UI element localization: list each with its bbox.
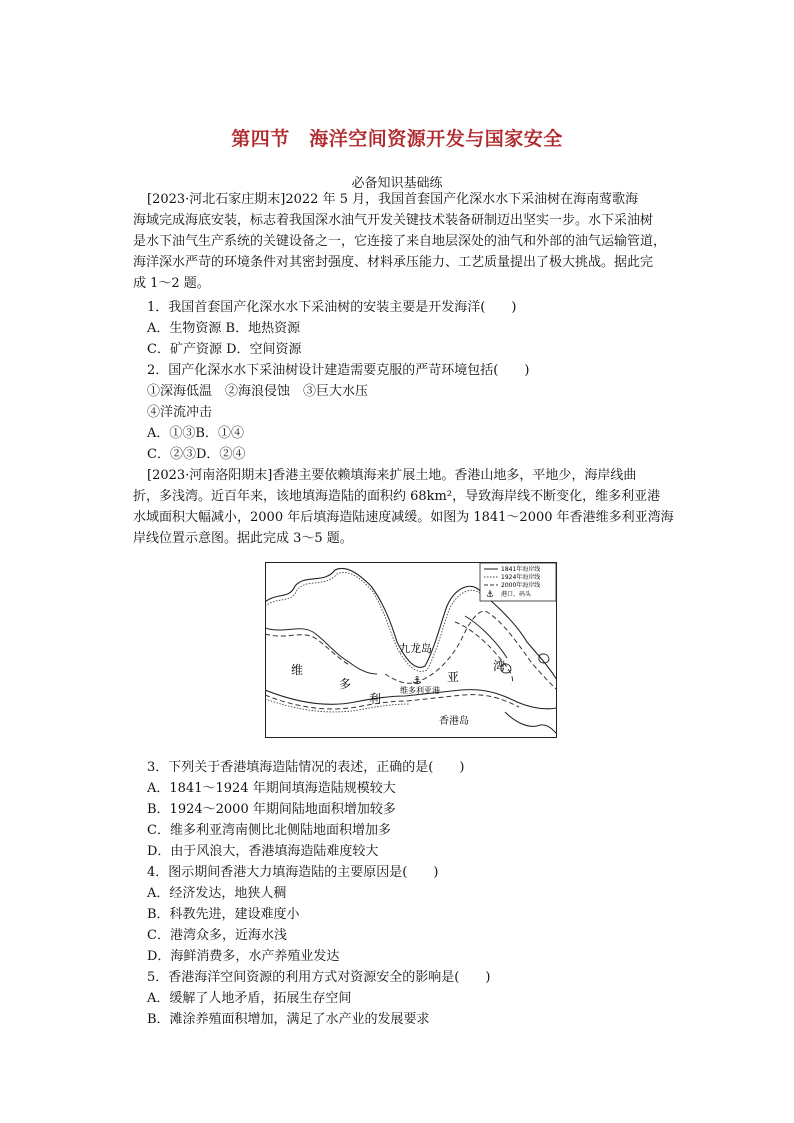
question-4 xyxy=(147,862,667,967)
passage-2-line: 岸线位置示意图。据此完成 3～5 题。 xyxy=(133,531,353,546)
passage-1 xyxy=(133,189,667,294)
question-4-option-b: B．科教先进，建设难度小 xyxy=(147,907,300,922)
label-li: 利 xyxy=(369,692,382,706)
label-hong-kong-island: 香港岛 xyxy=(439,716,469,727)
question-3 xyxy=(147,757,667,862)
passage-2-line: 折，多浅湾。近百年来，该地填海造陆的面积约 68km²，导致海岸线不断变化，维多利亚港 xyxy=(133,489,661,504)
section-subtitle: 必备知识基础练 xyxy=(351,176,443,191)
label-kowloon: 九龙岛 xyxy=(399,642,432,655)
passage-1-line: 海洋深水严苛的环境条件对其密封强度、材料承压能力、工艺质量提出了极大挑战。据此完 xyxy=(133,255,654,270)
question-2-options: C．②③D．②④ xyxy=(147,447,246,462)
question-5-option-a: A．缓解了人地矛盾，拓展生存空间 xyxy=(147,991,352,1006)
passage-1-line: 海域完成海底安装，标志着我国深水油气开发关键技术装备研制迈出坚实一步。水下采油树 xyxy=(133,213,654,228)
question-2 xyxy=(147,360,667,465)
passage-1-line: 成 1～2 题。 xyxy=(133,276,210,291)
passage-2-line: 水域面积大幅减小，2000 年后填海造陆速度减缓。如图为 1841～2000 年香港维多利亚湾海 xyxy=(133,510,674,525)
question-4-option-c: C．港湾众多，近海水浅 xyxy=(147,928,287,943)
question-4-option-a: A．经济发达，地狭人稠 xyxy=(147,886,287,901)
section-title: 第四节 海洋空间资源开发与国家安全 xyxy=(231,128,563,150)
passage-2 xyxy=(133,465,674,549)
question-2-items: ①深海低温 ②海浪侵蚀 ③巨大水压 xyxy=(147,384,369,399)
passage-2-line: [2023·河南洛阳期末]香港主要依赖填海来扩展土地。香港山地多，平地少，海岸线曲 xyxy=(147,468,637,483)
anchor-icon: ⚓ xyxy=(412,674,422,687)
question-1-stem: 1．我国首套国产化深水水下采油树的安装主要是开发海洋( ) xyxy=(147,300,517,315)
label-wan: 湾 xyxy=(493,659,506,673)
label-wei: 维 xyxy=(291,663,304,677)
question-4-stem: 4．图示期间香港大力填海造陆的主要原因是( ) xyxy=(147,865,439,880)
question-2-items: ④洋流冲击 xyxy=(147,405,213,420)
passage-1-line: 是水下油气生产系统的关键设备之一，它连接了来自地层深处的油气和外部的油气运输管道， xyxy=(133,234,667,249)
question-4-option-d: D．海鲜消费多，水产养殖业发达 xyxy=(147,949,340,964)
question-1 xyxy=(147,297,667,360)
question-3-option-b: B．1924～2000 年期间陆地面积增加较多 xyxy=(147,802,396,817)
question-5 xyxy=(147,967,667,1030)
victoria-harbour-coastline-map xyxy=(265,562,557,738)
question-1-options: C．矿产资源 D．空间资源 xyxy=(147,342,302,357)
anchor-icon: ⚓ xyxy=(485,590,495,600)
question-1-options: A．生物资源 B．地热资源 xyxy=(147,321,301,336)
question-2-options: A．①③B．①④ xyxy=(147,426,244,441)
label-duo: 多 xyxy=(339,677,352,691)
label-ya: 亚 xyxy=(447,670,460,684)
passage-1-line: [2023·河北石家庄期末]2022 年 5 月，我国首套国产化深水水下采油树在海南莺歌海 xyxy=(147,192,639,207)
label-victoria-harbour: 维多利亚港 xyxy=(400,686,440,695)
question-3-option-a: A．1841～1924 年期间填海造陆规模较大 xyxy=(147,781,396,796)
legend-label-1841: 1841年海岸线 xyxy=(501,566,541,573)
question-2-stem: 2．国产化深水水下采油树设计建造需要克服的严苛环境包括( ) xyxy=(147,363,530,378)
question-3-stem: 3．下列关于香港填海造陆情况的表述，正确的是( ) xyxy=(147,760,465,775)
question-3-option-d: D．由于风浪大，香港填海造陆难度较大 xyxy=(147,844,379,859)
legend-label-port: 港口、码头 xyxy=(501,591,532,598)
question-5-option-b: B．滩涂养殖面积增加，满足了水产业的发展要求 xyxy=(147,1012,430,1027)
question-3-option-c: C．维多利亚湾南侧比北侧陆地面积增加多 xyxy=(147,823,391,838)
question-5-stem: 5．香港海洋空间资源的利用方式对资源安全的影响是( ) xyxy=(147,970,491,985)
legend-label-1924: 1924年海岸线 xyxy=(501,574,541,581)
legend-label-2000: 2000年海岸线 xyxy=(501,582,541,589)
